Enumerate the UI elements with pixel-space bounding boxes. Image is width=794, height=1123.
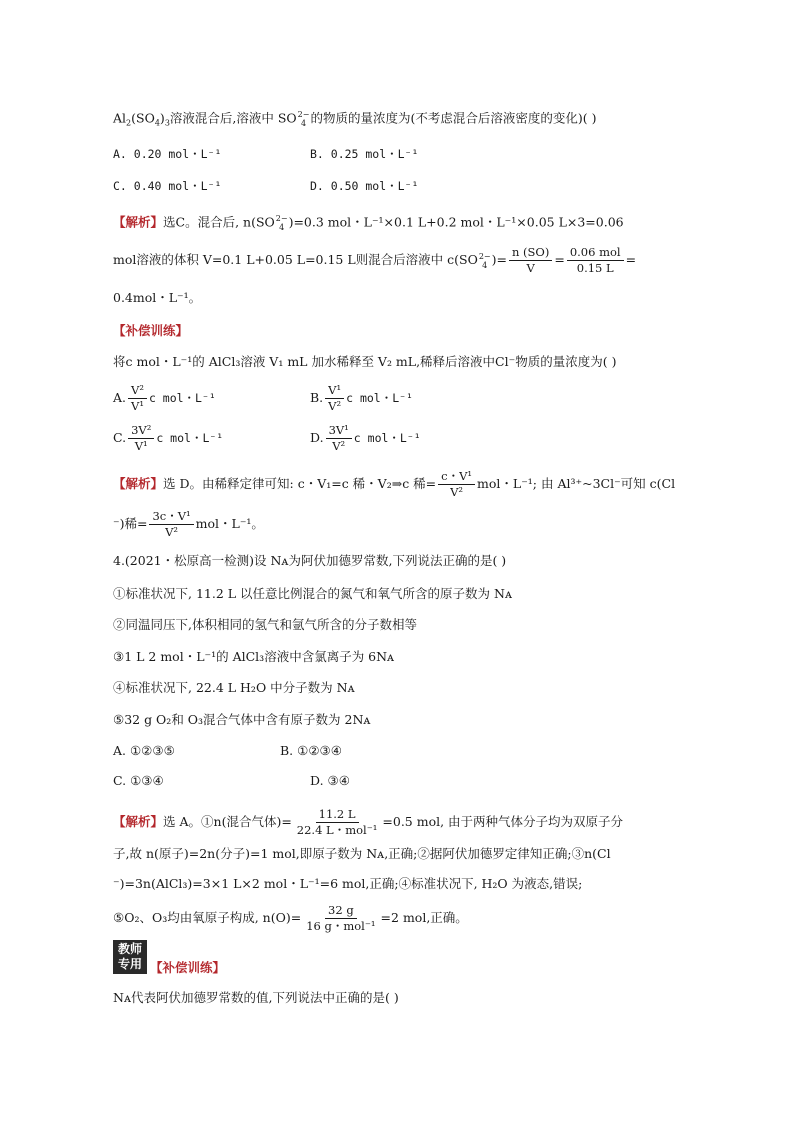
text: mol・L⁻¹; 由 Al³⁺~3Cl⁻可知 c(Cl [477, 476, 676, 491]
text: 选 A。①n(混合气体)= [163, 814, 292, 829]
text: )=0.3 mol・L⁻¹×0.1 L+0.2 mol・L⁻¹×0.05 L×3=0.06 [288, 214, 624, 230]
text: )= [491, 252, 507, 267]
ion-charge: 2− [297, 110, 310, 119]
option-prefix: A. [113, 390, 127, 405]
sulfate-ion-mark [298, 110, 310, 128]
denominator: V² [328, 399, 342, 413]
subscript: 4 [154, 118, 160, 128]
q3-analysis-line3: 0.4mol・L⁻¹。 [113, 290, 202, 305]
text: ⑤O₂、O₃均由氧原子构成, n(O)= [113, 910, 302, 925]
comp1-stem: 将c mol・L⁻¹的 AlCl₃溶液 V₁ mL 加水稀释至 V₂ mL,稀释后溶液中Cl⁻物质的量浓度为( ) [113, 354, 617, 369]
equals: = [625, 252, 637, 267]
q4-item-1: ①标准状况下, 11.2 L 以任意比例混合的氮气和氧气所含的原子数为 Nᴀ [113, 586, 513, 601]
ion-subscript: 4 [279, 223, 285, 232]
comp1-option-a [113, 384, 216, 413]
badge-line: 专用 [117, 957, 142, 971]
q4-item-4: ④标准状况下, 22.4 L H₂O 中分子数为 Nᴀ [113, 680, 355, 695]
text: Al [113, 110, 127, 126]
text: ⁻)稀= [113, 516, 148, 531]
comp1-option-c [113, 424, 223, 453]
analysis-label: 【解析】 [113, 476, 164, 491]
comp1-option-b [310, 384, 413, 413]
text: =0.5 mol, 由于两种气体分子均为双原子分 [382, 814, 624, 829]
badge-line: 教师 [117, 942, 142, 956]
fraction [303, 904, 378, 933]
analysis-label: 【解析】 [113, 814, 164, 829]
option-rest: c mol・L⁻¹ [346, 391, 413, 405]
q4-option-d: D. ③④ [310, 773, 350, 788]
q4-option-b: B. ①②③④ [280, 743, 342, 758]
analysis-label: 【解析】 [113, 214, 164, 230]
teacher-only-badge [113, 940, 147, 974]
numerator: 32 g [325, 904, 357, 919]
fraction [294, 808, 381, 837]
q3-option-c: C. 0.40 mol・L⁻¹ [113, 179, 222, 193]
q4-analysis-line1 [113, 808, 623, 837]
option-rest: c mol・L⁻¹ [353, 431, 421, 445]
fraction [128, 424, 154, 453]
text: mol・L⁻¹。 [195, 516, 264, 531]
denominator: V¹ [134, 439, 148, 453]
fraction [325, 384, 344, 413]
fraction [438, 470, 475, 499]
ion-charge: 2− [478, 251, 491, 261]
q4-option-c: C. ①③④ [113, 773, 164, 788]
q3-analysis-line2 [113, 246, 636, 275]
denominator: V² [165, 525, 178, 539]
ion-charge: 2− [275, 214, 288, 223]
numerator: 11.2 L [316, 808, 359, 823]
denominator: V [526, 261, 535, 275]
text: 选C。混合后, n(SO [163, 214, 275, 230]
fraction [509, 246, 552, 275]
q4-stem: 4.(2021・松原高一检测)设 Nᴀ为阿伏加德罗常数,下列说法正确的是( ) [113, 553, 507, 568]
option-prefix: B. [310, 390, 324, 405]
text: mol溶液的体积 V=0.1 L+0.05 L=0.15 L则混合后溶液中 c(SO [113, 252, 478, 267]
numerator: n (SO) [509, 246, 552, 261]
numerator: V¹ [325, 384, 344, 399]
numerator: 0.06 mol [567, 246, 624, 261]
text: 的物质的量浓度为(不考虑混合后溶液密度的变化)( ) [310, 110, 597, 126]
denominator: 22.4 L・mol⁻¹ [296, 823, 378, 837]
q4-item-5: ⑤32 g O₂和 O₃混合气体中含有原子数为 2Nᴀ [113, 712, 371, 727]
q4-analysis-line2: 子,故 n(原子)=2n(分子)=1 mol,即原子数为 Nᴀ,正确;②据阿伏加德罗定律知正确;③n(Cl [113, 846, 611, 861]
text: ) [159, 110, 165, 126]
denominator: V² [450, 485, 464, 499]
subscript: 2 [126, 118, 132, 128]
q4-analysis-line3: ⁻)=3n(AlCl₃)=3×1 L×2 mol・L⁻¹=6 mol,正确;④标准状况下, H₂O 为液态,错误; [113, 876, 583, 891]
compensation-label: 【补偿训练】 [113, 323, 189, 338]
text: (SO [131, 110, 155, 126]
fraction [326, 424, 352, 453]
equals: = [554, 252, 565, 267]
ion-subscript: 4 [482, 260, 488, 270]
option-prefix: C. [113, 430, 127, 445]
numerator: c・V¹ [438, 470, 475, 485]
sulfate-ion-mark [276, 214, 288, 232]
denominator: V² [332, 439, 346, 453]
fraction [567, 246, 624, 275]
denominator: 0.15 L [576, 261, 614, 275]
numerator: V² [128, 384, 147, 399]
q3-option-a: A. 0.20 mol・L⁻¹ [113, 147, 222, 161]
ion-subscript: 4 [301, 119, 307, 128]
sulfate-ion-mark [479, 252, 491, 270]
fraction [149, 510, 193, 539]
fraction [128, 384, 147, 413]
text: 选 D。由稀释定律可知: c・V₁=c 稀・V₂⇒c 稀= [163, 476, 437, 491]
option-prefix: D. [310, 430, 324, 445]
denominator: 16 g・mol⁻¹ [306, 919, 376, 933]
option-rest: c mol・L⁻¹ [156, 431, 224, 445]
q3-analysis-line1 [113, 214, 624, 232]
comp1-option-d [310, 424, 421, 453]
q4-item-2: ②同温同压下,体积相同的氢气和氩气所含的分子数相等 [113, 617, 417, 632]
q4-analysis-line4 [113, 904, 468, 933]
q3-option-d: D. 0.50 mol・L⁻¹ [310, 179, 419, 193]
teacher-compensation-label: 【补偿训练】 [150, 960, 226, 975]
denominator: V¹ [131, 399, 144, 413]
teacher-stem: Nᴀ代表阿伏加德罗常数的值,下列说法中正确的是( ) [113, 990, 399, 1005]
comp1-analysis-line1 [113, 470, 675, 499]
numerator: 3c・V¹ [149, 510, 193, 525]
comp1-analysis-line2 [113, 510, 264, 539]
text: 溶液混合后,溶液中 SO [169, 110, 297, 126]
numerator: 3V¹ [326, 424, 352, 439]
q3-option-b: B. 0.25 mol・L⁻¹ [310, 147, 419, 161]
subscript: 3 [164, 118, 170, 128]
q4-item-3: ③1 L 2 mol・L⁻¹的 AlCl₃溶液中含氯离子为 6Nᴀ [113, 649, 395, 664]
text: =2 mol,正确。 [380, 910, 468, 925]
q3-stem [113, 110, 596, 132]
option-rest: c mol・L⁻¹ [148, 391, 216, 405]
q4-option-a: A. ①②③⑤ [113, 743, 175, 758]
numerator: 3V² [128, 424, 154, 439]
